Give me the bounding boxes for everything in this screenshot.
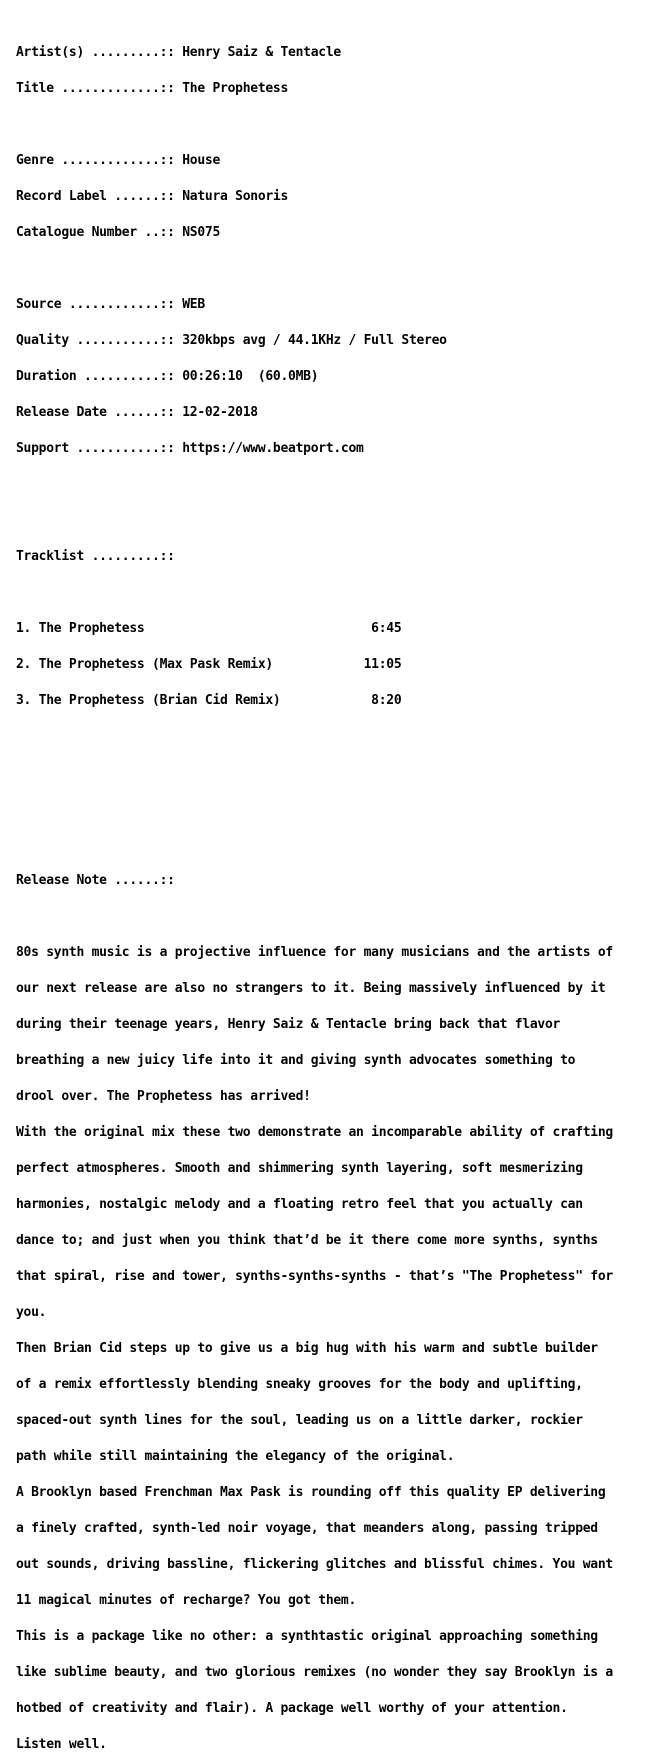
- spacer: [16, 119, 652, 131]
- spacer: [16, 731, 652, 743]
- release-note-line: path while still maintaining the elegancy of the original.: [16, 1449, 455, 1464]
- release-note-line: a finely crafted, synth-led noir voyage, that meanders along, passing tripped: [16, 1521, 598, 1536]
- release-note-line: like sublime beauty, and two glorious remixes (no wonder they say Brooklyn is a: [16, 1665, 613, 1680]
- source-line: Source ............:: WEB: [16, 297, 205, 312]
- catalogue-number-line: Catalogue Number ..:: NS075: [16, 225, 221, 240]
- release-note-line: 80s synth music is a projective influence for many musicians and the artists of: [16, 945, 613, 960]
- support-line: Support ...........:: https://www.beatport.com: [16, 441, 364, 456]
- release-note-line: harmonies, nostalgic melody and a floating retro feel that you actually can: [16, 1197, 583, 1212]
- release-note-line: our next release are also no strangers to it. Being massively influenced by it: [16, 981, 606, 996]
- title-line: Title .............:: The Prophetess: [16, 81, 289, 96]
- release-note-line: Then Brian Cid steps up to give us a big hug with his warm and subtle builder: [16, 1341, 598, 1356]
- release-note-line: Listen well.: [16, 1737, 107, 1752]
- release-note-line: A Brooklyn based Frenchman Max Pask is rounding off this quality EP delivering: [16, 1485, 606, 1500]
- genre-line: Genre .............:: House: [16, 153, 221, 168]
- release-note-line: hotbed of creativity and flair). A package well worthy of your attention.: [16, 1701, 568, 1716]
- release-note-line: you.: [16, 1305, 47, 1320]
- release-note-line: With the original mix these two demonstrate an incomparable ability of crafting: [16, 1125, 613, 1140]
- spacer: [16, 263, 652, 275]
- spacer: [16, 515, 652, 527]
- spacer: [16, 839, 652, 851]
- release-note-line: 11 magical minutes of recharge? You got them.: [16, 1593, 357, 1608]
- release-note-line: dance to; and just when you think that’d be it there come more synths, synths: [16, 1233, 598, 1248]
- release-note-line: perfect atmospheres. Smooth and shimmering synth layering, soft mesmerizing: [16, 1161, 583, 1176]
- track-line: 3. The Prophetess (Brian Cid Remix) 8:20: [16, 693, 402, 708]
- tracklist-heading: Tracklist .........::: [16, 549, 175, 564]
- spacer: [16, 767, 652, 779]
- release-note-line: drool over. The Prophetess has arrived!: [16, 1089, 311, 1104]
- release-note-line: during their teenage years, Henry Saiz & Tentacle bring back that flavor: [16, 1017, 561, 1032]
- release-note-line: This is a package like no other: a synthtastic original approaching something: [16, 1629, 598, 1644]
- release-note-line: breathing a new juicy life into it and giving synth advocates something to: [16, 1053, 576, 1068]
- spacer: [16, 587, 652, 599]
- quality-line: Quality ...........:: 320kbps avg / 44.1KHz / Full Stereo: [16, 333, 447, 348]
- artist-line: Artist(s) .........:: Henry Saiz & Tentacle: [16, 45, 341, 60]
- spacer: [16, 479, 652, 491]
- release-note-line: of a remix effortlessly blending sneaky grooves for the body and uplifting,: [16, 1377, 583, 1392]
- spacer: [16, 803, 652, 815]
- release-date-line: Release Date ......:: 12-02-2018: [16, 405, 258, 420]
- nfo-text-block: [16, 23, 652, 1763]
- track-line: 2. The Prophetess (Max Pask Remix) 11:05: [16, 657, 402, 672]
- release-note-line: out sounds, driving bassline, flickering glitches and blissful chimes. You want: [16, 1557, 613, 1572]
- track-line: 1. The Prophetess 6:45: [16, 621, 402, 636]
- record-label-line: Record Label ......:: Natura Sonoris: [16, 189, 289, 204]
- release-note-line: spaced-out synth lines for the soul, leading us on a little darker, rockier: [16, 1413, 583, 1428]
- duration-line: Duration ..........:: 00:26:10 (60.0MB): [16, 369, 319, 384]
- release-note-line: that spiral, rise and tower, synths-synths-synths - that’s "The Prophetess" for: [16, 1269, 613, 1284]
- release-note-heading: Release Note ......::: [16, 873, 175, 888]
- spacer: [16, 911, 652, 923]
